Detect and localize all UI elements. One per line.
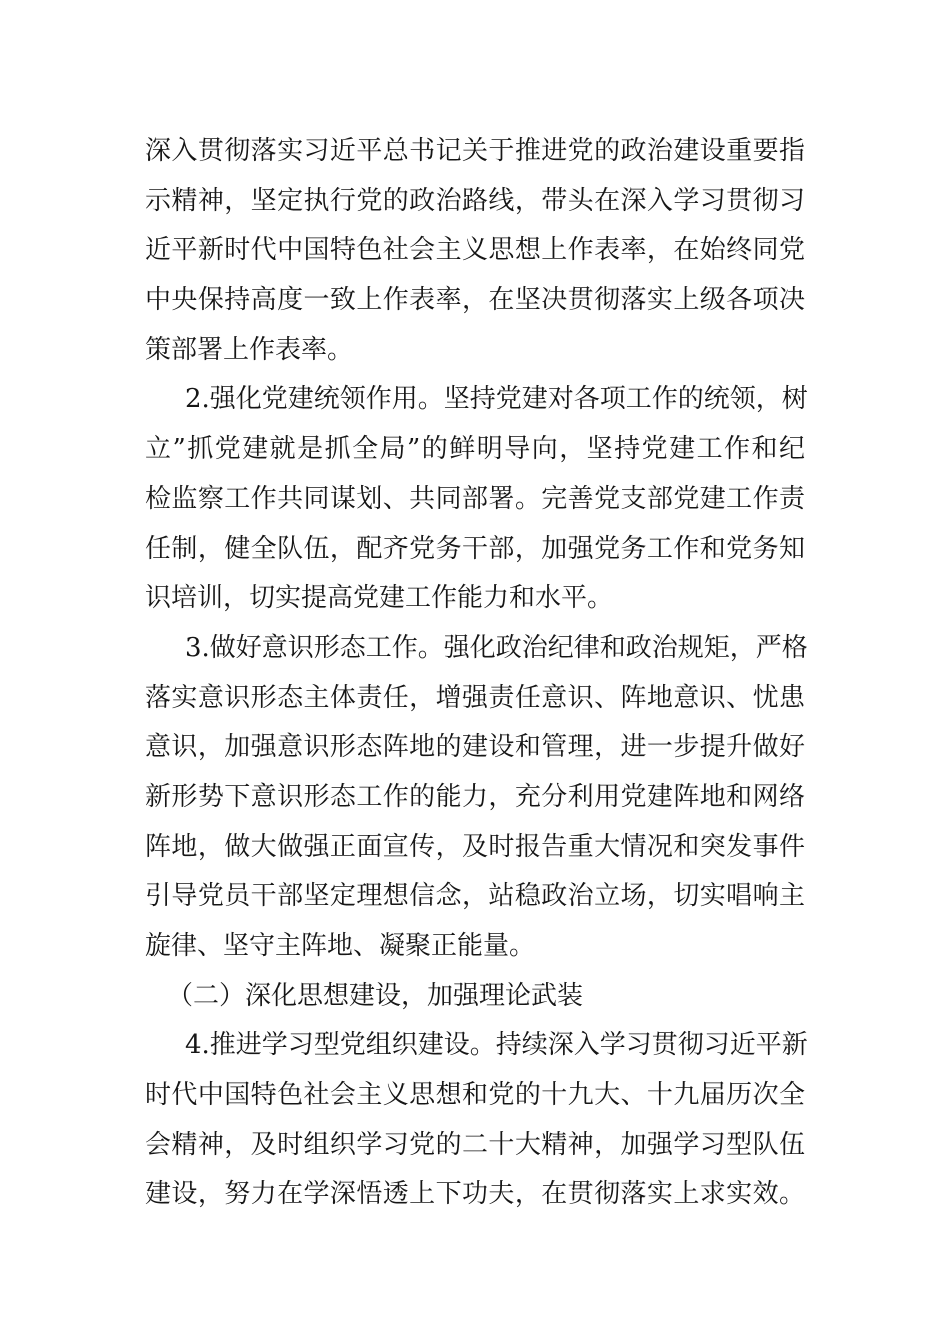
paragraph-line: 建设，努力在学深悟透上下功夫，在贯彻落实上求实效。: [145, 1179, 805, 1210]
document-body: [145, 127, 808, 1220]
paragraph-line: 策部署上作表率。: [145, 334, 354, 365]
section-heading: （二）深化思想建设，加强理论武装: [167, 980, 584, 1011]
paragraph-line: 深入贯彻落实习近平总书记关于推进党的政治建设重要指: [145, 136, 805, 166]
paragraph-continuation: [145, 127, 805, 375]
paragraph-line: 识培训，切实提高党建工作能力和水平。: [145, 583, 614, 614]
paragraph-line: 示精神，坚定执行党的政治路线，带头在深入学习贯彻习: [145, 185, 805, 216]
paragraph-line: 2.强化党建统领作用。坚持党建对各项工作的统领，树: [185, 384, 808, 415]
paragraph-item-4: [145, 1021, 808, 1220]
paragraph-line: 会精神，及时组织学习党的二十大精神，加强学习型队伍: [145, 1129, 805, 1160]
paragraph-line: 3.做好意识形态工作。强化政治纪律和政治规矩，严格: [185, 632, 808, 663]
paragraph-line: 时代中国特色社会主义思想和党的十九大、十九届历次全: [145, 1080, 805, 1111]
paragraph-line: 检监察工作共同谋划、共同部署。完善党支部党建工作责: [145, 483, 805, 514]
paragraph-line: 任制，健全队伍，配齐党务干部，加强党务工作和党务知: [145, 533, 805, 564]
paragraph-line: 近平新时代中国特色社会主义思想上作表率，在始终同党: [145, 235, 805, 266]
paragraph-line: 阵地，做大做强正面宣传，及时报告重大情况和突发事件: [145, 831, 805, 862]
paragraph-line: 落实意识形态主体责任，增强责任意识、阵地意识、忧患: [145, 682, 805, 713]
paragraph-item-2: [145, 375, 808, 623]
paragraph-item-3: [145, 624, 808, 972]
paragraph-line: 新形势下意识形态工作的能力，充分利用党建阵地和网络: [145, 781, 805, 812]
paragraph-line: 立”抓党建就是抓全局”的鲜明导向，坚持党建工作和纪: [145, 434, 805, 465]
paragraph-line: 意识，加强意识形态阵地的建设和管理，进一步提升做好: [145, 732, 805, 763]
paragraph-line: 引导党员干部坚定理想信念，站稳政治立场，切实唱响主: [145, 881, 805, 912]
paragraph-line: 中央保持高度一致上作表率，在坚决贯彻落实上级各项决: [145, 285, 805, 316]
paragraph-line: 4.推进学习型党组织建设。持续深入学习贯彻习近平新: [185, 1030, 808, 1061]
paragraph-line: 旋律、坚守主阵地、凝聚正能量。: [145, 931, 536, 961]
